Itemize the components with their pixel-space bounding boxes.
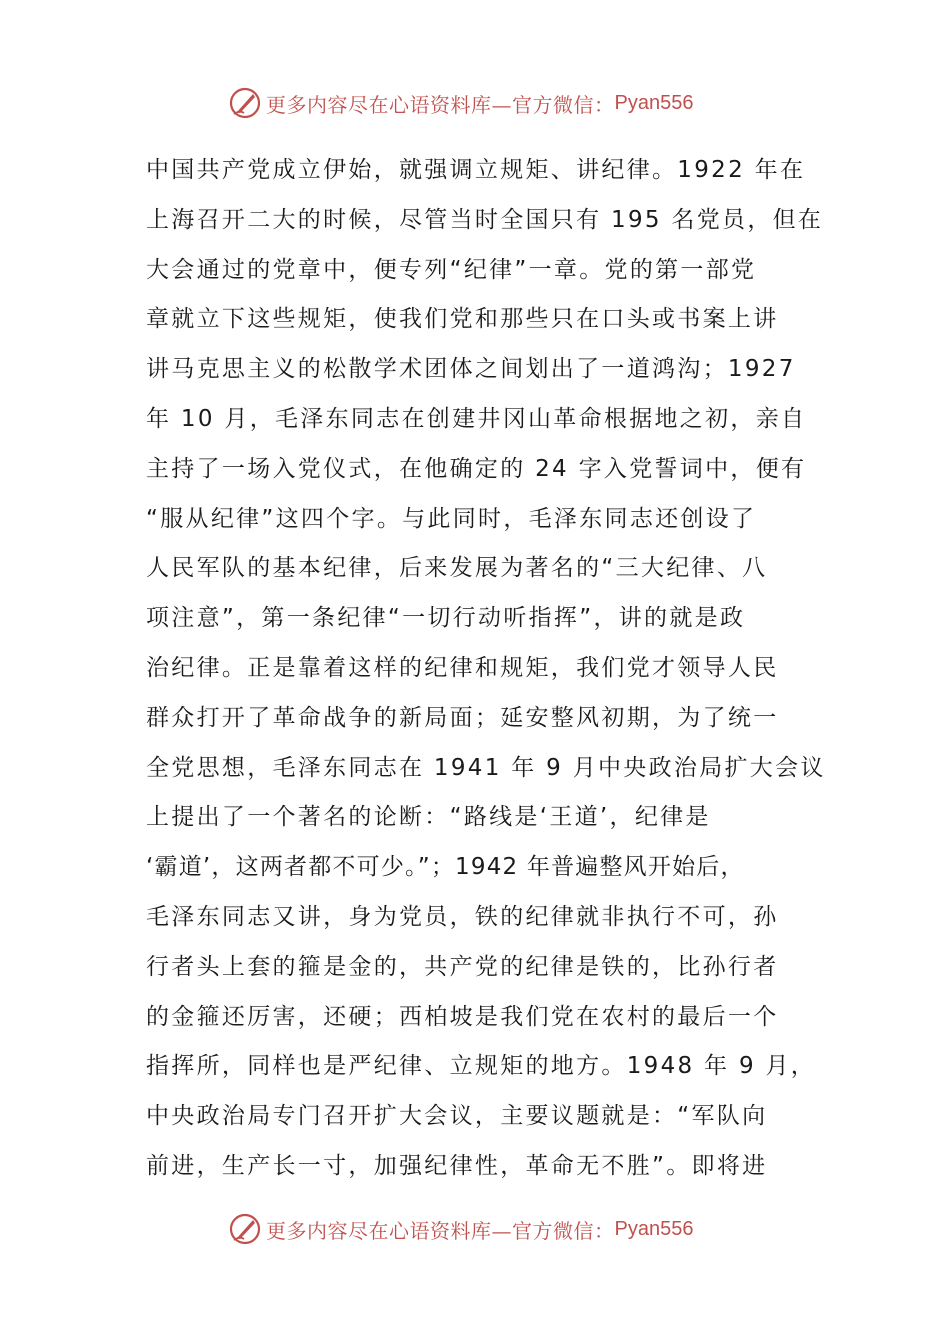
text-line: 中央政治局专门召开扩大会议，主要议题就是：“军队向 <box>146 1103 768 1130</box>
text-line: 中国共产党成立伊始，就强调立规矩、讲纪律。1922 年在 <box>146 157 806 183</box>
text-line: 全党思想，毛泽东同志在 1941 年 9 月中央政治局扩大会议 <box>146 754 826 781</box>
text-line: 指挥所，同样也是严纪律、立规矩的地方。1948 年 9 月， <box>146 1053 817 1080</box>
text-line: 治纪律。正是靠着这样的纪律和规矩，我们党才领导人民 <box>146 654 779 681</box>
text-line: ‘霸道’，这两者都不可少。”；1942 年普遍整风开始后， <box>146 854 745 881</box>
text-line: 项注意”，第一条纪律“一切行动听指挥”，讲的就是政 <box>146 605 746 632</box>
text-line: 上海召开二大的时候，尽管当时全国只有 195 名党员，但在 <box>146 206 824 233</box>
text-line: 的金箍还厉害，还硬；西柏坡是我们党在农村的最后一个 <box>146 1003 779 1030</box>
header-banner <box>228 86 693 120</box>
quill-pen-icon <box>228 86 262 120</box>
footer-banner <box>228 1212 693 1246</box>
text-line: 行者头上套的箍是金的，共产党的纪律是铁的，比孙行者 <box>146 953 779 980</box>
text-line: 毛泽东同志又讲，身为党员，铁的纪律就非执行不可，孙 <box>146 903 779 930</box>
text-line: 群众打开了革命战争的新局面；延安整风初期，为了统一 <box>146 704 779 731</box>
text-line: “服从纪律”这四个字。与此同时，毛泽东同志还创设了 <box>146 505 757 532</box>
text-line: 讲马克思主义的松散学术团体之间划出了一道鸿沟；1927 <box>146 356 796 383</box>
quill-pen-icon <box>228 1212 262 1246</box>
text-line: 上提出了一个著名的论断：“路线是‘王道’，纪律是 <box>146 804 711 831</box>
footer-site-text: 更多内容尽在心语资料库—官方微信： <box>266 1218 615 1243</box>
text-line: 人民军队的基本纪律，后来发展为著名的“三大纪律、八 <box>146 555 768 582</box>
text-line: 主持了一场入党仪式，在他确定的 24 字入党誓词中，便有 <box>146 455 807 482</box>
text-line: 前进，生产长一寸，加强纪律性，革命无不胜”。即将进 <box>146 1152 768 1179</box>
text-line: 章就立下这些规矩，使我们党和那些只在口头或书案上讲 <box>146 306 779 333</box>
header-site-text: 更多内容尽在心语资料库—官方微信： <box>266 92 615 117</box>
header-wechat-id: Pyan556 <box>614 91 694 114</box>
text-line: 年 10 月，毛泽东同志在创建井冈山革命根据地之初，亲自 <box>146 405 807 432</box>
footer-wechat-id: Pyan556 <box>614 1217 694 1240</box>
text-line: 大会通过的党章中，便专列“纪律”一章。党的第一部党 <box>146 256 757 283</box>
body-paragraph <box>146 146 826 1192</box>
